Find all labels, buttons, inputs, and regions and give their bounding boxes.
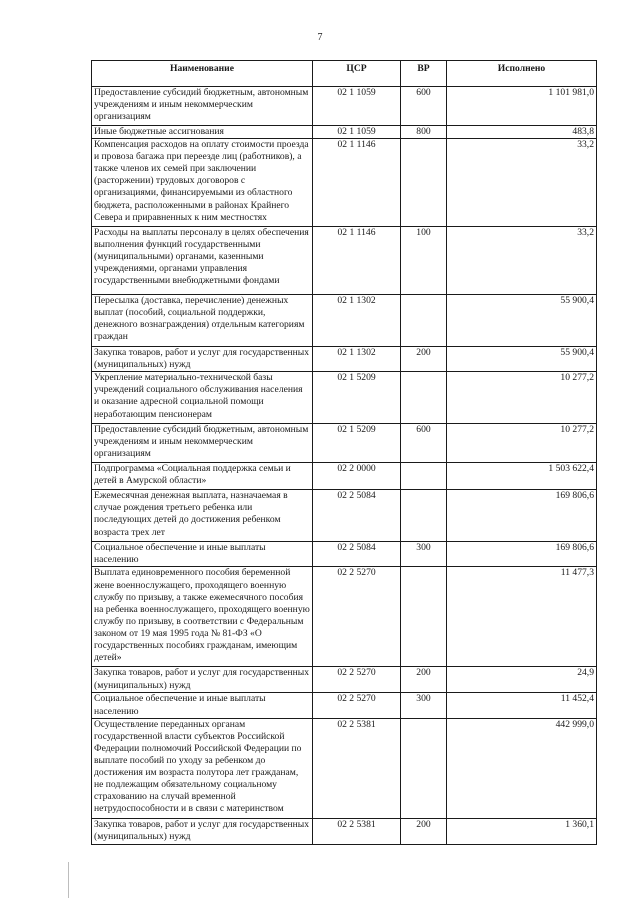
row-csr-cell: 02 1 1302 xyxy=(313,295,401,347)
row-csr-cell: 02 2 5270 xyxy=(313,667,401,693)
table-row xyxy=(92,567,597,667)
column-header-executed: Исполнено xyxy=(447,61,597,87)
table-row xyxy=(92,347,597,372)
table-row xyxy=(92,295,597,347)
row-vr-cell: 600 xyxy=(401,87,447,126)
row-executed-cell: 169 806,6 xyxy=(447,490,597,542)
row-executed-cell: 1 503 622,4 xyxy=(447,463,597,490)
row-name-cell: Предоставление субсидий бюджетным, автономным учреждениям и иным некоммерческим организациям xyxy=(92,424,313,463)
row-executed-cell: 11 452,4 xyxy=(447,693,597,718)
row-csr-cell: 02 2 5381 xyxy=(313,718,401,818)
row-csr-cell: 02 1 1059 xyxy=(313,87,401,126)
row-vr-cell xyxy=(401,567,447,667)
row-vr-cell: 100 xyxy=(401,227,447,295)
row-executed-cell: 483,8 xyxy=(447,126,597,139)
row-csr-cell: 02 1 5209 xyxy=(313,424,401,463)
row-csr-cell: 02 1 1146 xyxy=(313,139,401,227)
row-name-cell: Компенсация расходов на оплату стоимости проезда и провоза багажа при переезде лиц (работников), а также членов их семей при заключении (расторжении) трудовых договоров с организациями, финансируемыми из областного бюджета, расположенными в районах Крайнего Севера и приравненных к ним местностях xyxy=(92,139,313,227)
row-vr-cell xyxy=(401,372,447,424)
row-name-cell: Предоставление субсидий бюджетным, автономным учреждениям и иным некоммерческим организациям xyxy=(92,87,313,126)
table-header-row xyxy=(92,61,597,87)
column-header-csr: ЦСР xyxy=(313,61,401,87)
row-vr-cell: 300 xyxy=(401,542,447,567)
row-name-cell: Социальное обеспечение и иные выплаты населению xyxy=(92,542,313,567)
row-csr-cell: 02 1 5209 xyxy=(313,372,401,424)
row-executed-cell: 10 277,2 xyxy=(447,372,597,424)
row-vr-cell: 800 xyxy=(401,126,447,139)
row-vr-cell: 600 xyxy=(401,424,447,463)
row-vr-cell: 200 xyxy=(401,667,447,693)
row-name-cell: Ежемесячная денежная выплата, назначаемая в случае рождения третьего ребенка или последующих детей до достижения ребенком возраста трех лет xyxy=(92,490,313,542)
row-executed-cell: 33,2 xyxy=(447,139,597,227)
row-executed-cell: 55 900,4 xyxy=(447,295,597,347)
row-name-cell: Социальное обеспечение и иные выплаты населению xyxy=(92,693,313,718)
row-csr-cell: 02 2 5084 xyxy=(313,542,401,567)
row-csr-cell: 02 2 5270 xyxy=(313,693,401,718)
row-name-cell: Укрепление материально-технической базы учреждений социального обслуживания населения и оказание адресной социальной помощи неработающим пенсионерам xyxy=(92,372,313,424)
row-executed-cell: 10 277,2 xyxy=(447,424,597,463)
row-vr-cell: 200 xyxy=(401,818,447,844)
table-row xyxy=(92,463,597,490)
row-csr-cell: 02 1 1146 xyxy=(313,227,401,295)
row-executed-cell: 11 477,3 xyxy=(447,567,597,667)
column-header-name: Наименование xyxy=(92,61,313,87)
row-csr-cell: 02 2 5084 xyxy=(313,490,401,542)
row-name-cell: Выплата единовременного пособия беременной жене военнослужащего, проходящего военную службу по призыву, а также ежемесячного пособия на ребенка военнослужащего, проходящего военную службу по призыву, в соответствии с Федеральным законом от 19 мая 1995 года № 81-ФЗ «О государственных пособиях гражданам, имеющим детей» xyxy=(92,567,313,667)
row-vr-cell: 300 xyxy=(401,693,447,718)
scan-margin-line xyxy=(68,862,69,898)
row-vr-cell: 200 xyxy=(401,347,447,372)
row-executed-cell: 33,2 xyxy=(447,227,597,295)
table-row xyxy=(92,227,597,295)
row-executed-cell: 55 900,4 xyxy=(447,347,597,372)
row-name-cell: Закупка товаров, работ и услуг для государственных (муниципальных) нужд xyxy=(92,667,313,693)
row-executed-cell: 442 999,0 xyxy=(447,718,597,818)
row-vr-cell xyxy=(401,295,447,347)
page-number: 7 xyxy=(317,32,323,43)
table-row xyxy=(92,87,597,126)
row-vr-cell xyxy=(401,463,447,490)
table-row xyxy=(92,126,597,139)
row-csr-cell: 02 2 0000 xyxy=(313,463,401,490)
row-vr-cell xyxy=(401,718,447,818)
budget-execution-table xyxy=(91,60,597,845)
row-executed-cell: 24,9 xyxy=(447,667,597,693)
table-row xyxy=(92,693,597,718)
row-name-cell: Закупка товаров, работ и услуг для государственных (муниципальных) нужд xyxy=(92,818,313,844)
row-name-cell: Иные бюджетные ассигнования xyxy=(92,126,313,139)
table-row xyxy=(92,818,597,844)
table-row xyxy=(92,667,597,693)
row-name-cell: Осуществление переданных органам государственной власти субъектов Российской Федерации полномочий Российской Федерации по выплате пособий по уходу за ребенком до достижения им возраста полутора лет гражданам, не подлежащим обязательному социальному страхованию на случай временной нетрудоспособности и в связи с материнством xyxy=(92,718,313,818)
row-executed-cell: 1 360,1 xyxy=(447,818,597,844)
table-row xyxy=(92,139,597,227)
table-row xyxy=(92,718,597,818)
row-executed-cell: 1 101 981,0 xyxy=(447,87,597,126)
table-row xyxy=(92,424,597,463)
table-row xyxy=(92,542,597,567)
table-row xyxy=(92,490,597,542)
row-csr-cell: 02 1 1059 xyxy=(313,126,401,139)
row-csr-cell: 02 2 5270 xyxy=(313,567,401,667)
row-executed-cell: 169 806,6 xyxy=(447,542,597,567)
row-name-cell: Пересылка (доставка, перечисление) денежных выплат (пособий, социальной поддержки, денежного вознаграждения) отдельным категориям граждан xyxy=(92,295,313,347)
row-vr-cell xyxy=(401,490,447,542)
row-name-cell: Закупка товаров, работ и услуг для государственных (муниципальных) нужд xyxy=(92,347,313,372)
row-name-cell: Подпрограмма «Социальная поддержка семьи и детей в Амурской области» xyxy=(92,463,313,490)
table-row xyxy=(92,372,597,424)
column-header-vr: ВР xyxy=(401,61,447,87)
row-csr-cell: 02 1 1302 xyxy=(313,347,401,372)
row-csr-cell: 02 2 5381 xyxy=(313,818,401,844)
row-name-cell: Расходы на выплаты персоналу в целях обеспечения выполнения функций государственными (муниципальными) органами, казенными учреждениями, органами управления государственными внебюджетными фондами xyxy=(92,227,313,295)
row-vr-cell xyxy=(401,139,447,227)
